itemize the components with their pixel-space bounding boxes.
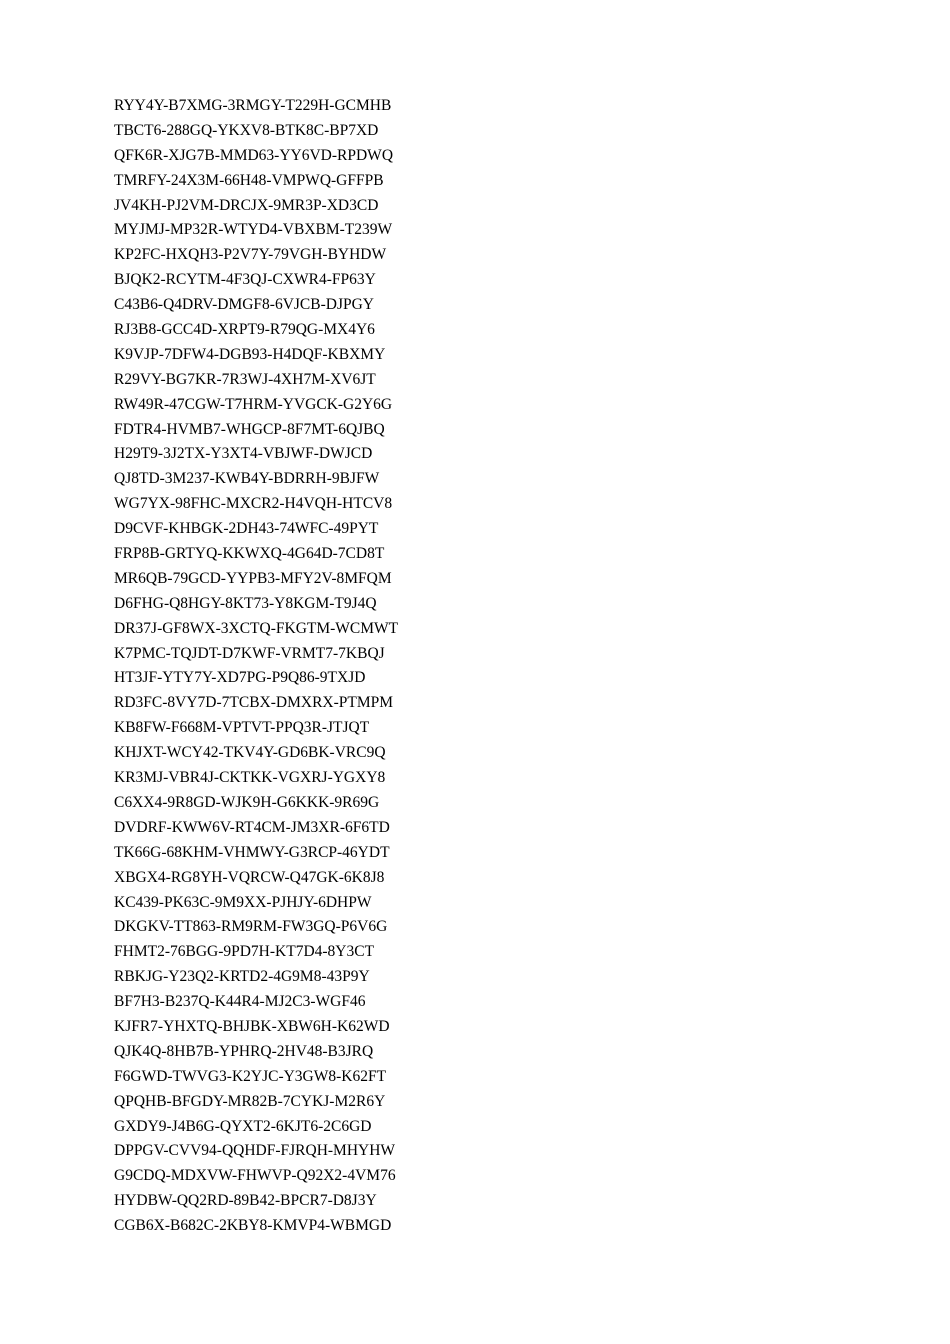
product-key-line: CGB6X-B682C-2KBY8-KMVP4-WBMGD [114, 1217, 392, 1235]
product-key-line: TBCT6-288GQ-YKXV8-BTK8C-BP7XD [114, 121, 379, 139]
product-key-line: DR37J-GF8WX-3XCTQ-FKGTM-WCMWT [114, 619, 399, 637]
product-key-line: D6FHG-Q8HGY-8KT73-Y8KGM-T9J4Q [114, 594, 377, 612]
product-key-line: FDTR4-HVMB7-WHGCP-8F7MT-6QJBQ [114, 420, 385, 438]
product-key-line: FRP8B-GRTYQ-KKWXQ-4G64D-7CD8T [114, 545, 385, 563]
product-key-line: TK66G-68KHM-VHMWY-G3RCP-46YDT [114, 843, 390, 861]
product-key-line: GXDY9-J4B6G-QYXT2-6KJT6-2C6GD [114, 1117, 372, 1135]
product-key-line: R29VY-BG7KR-7R3WJ-4XH7M-XV6JT [114, 370, 376, 388]
product-key-line: QPQHB-BFGDY-MR82B-7CYKJ-M2R6Y [114, 1092, 386, 1110]
product-key-line: QFK6R-XJG7B-MMD63-YY6VD-RPDWQ [114, 146, 394, 164]
product-key-line: KR3MJ-VBR4J-CKTKK-VGXRJ-YGXY8 [114, 769, 386, 787]
product-key-line: HT3JF-YTY7Y-XD7PG-P9Q86-9TXJD [114, 669, 366, 687]
product-key-line: DVDRF-KWW6V-RT4CM-JM3XR-6F6TD [114, 818, 390, 836]
product-key-line: F6GWD-TWVG3-K2YJC-Y3GW8-K62FT [114, 1067, 387, 1085]
product-key-line: KHJXT-WCY42-TKV4Y-GD6BK-VRC9Q [114, 744, 386, 762]
product-key-line: G9CDQ-MDXVW-FHWVP-Q92X2-4VM76 [114, 1167, 396, 1185]
product-key-line: DPPGV-CVV94-QQHDF-FJRQH-MHYHW [114, 1142, 396, 1160]
product-key-line: RJ3B8-GCC4D-XRPT9-R79QG-MX4Y6 [114, 321, 375, 339]
product-key-line: RBKJG-Y23Q2-KRTD2-4G9M8-43P9Y [114, 968, 370, 986]
product-key-line: QJK4Q-8HB7B-YPHRQ-2HV48-B3JRQ [114, 1042, 374, 1060]
product-key-line: RW49R-47CGW-T7HRM-YVGCK-G2Y6G [114, 395, 393, 413]
product-key-line: K9VJP-7DFW4-DGB93-H4DQF-KBXMY [114, 345, 386, 363]
product-key-line: RYY4Y-B7XMG-3RMGY-T229H-GCMHB [114, 97, 392, 114]
product-key-line: C6XX4-9R8GD-WJK9H-G6KKK-9R69G [114, 793, 380, 811]
product-key-line: C43B6-Q4DRV-DMGF8-6VJCB-DJPGY [114, 296, 375, 314]
product-key-line: KC439-PK63C-9M9XX-PJHJY-6DHPW [114, 893, 372, 911]
product-key-line: JV4KH-PJ2VM-DRCJX-9MR3P-XD3CD [114, 196, 379, 214]
product-key-line: KB8FW-F668M-VPTVT-PPQ3R-JTJQT [114, 719, 370, 737]
product-key-line: KJFR7-YHXTQ-BHJBK-XBW6H-K62WD [114, 1017, 390, 1035]
product-key-line: KP2FC-HXQH3-P2V7Y-79VGH-BYHDW [114, 246, 387, 264]
product-key-line: WG7YX-98FHC-MXCR2-H4VQH-HTCV8 [114, 495, 393, 513]
product-key-line: MR6QB-79GCD-YYPB3-MFY2V-8MFQM [114, 569, 392, 587]
product-key-line: QJ8TD-3M237-KWB4Y-BDRRH-9BJFW [114, 470, 380, 488]
product-key-line: DKGKV-TT863-RM9RM-FW3GQ-P6V6G [114, 918, 388, 936]
product-key-line: MYJMJ-MP32R-WTYD4-VBXBM-T239W [114, 221, 393, 239]
product-key-line: FHMT2-76BGG-9PD7H-KT7D4-8Y3CT [114, 943, 375, 961]
product-key-line: BJQK2-RCYTM-4F3QJ-CXWR4-FP63Y [114, 271, 376, 289]
product-key-line: XBGX4-RG8YH-VQRCW-Q47GK-6K8J8 [114, 868, 385, 886]
product-key-line: BF7H3-B237Q-K44R4-MJ2C3-WGF46 [114, 993, 366, 1011]
product-key-line: TMRFY-24X3M-66H48-VMPWQ-GFFPB [114, 171, 384, 189]
product-key-list [114, 94, 398, 1239]
product-key-line: RD3FC-8VY7D-7TCBX-DMXRX-PTMPM [114, 694, 394, 712]
product-key-line: H29T9-3J2TX-Y3XT4-VBJWF-DWJCD [114, 445, 373, 463]
product-key-line: K7PMC-TQJDT-D7KWF-VRMT7-7KBQJ [114, 644, 385, 662]
product-key-line: D9CVF-KHBGK-2DH43-74WFC-49PYT [114, 520, 379, 538]
product-key-line: HYDBW-QQ2RD-89B42-BPCR7-D8J3Y [114, 1192, 377, 1210]
